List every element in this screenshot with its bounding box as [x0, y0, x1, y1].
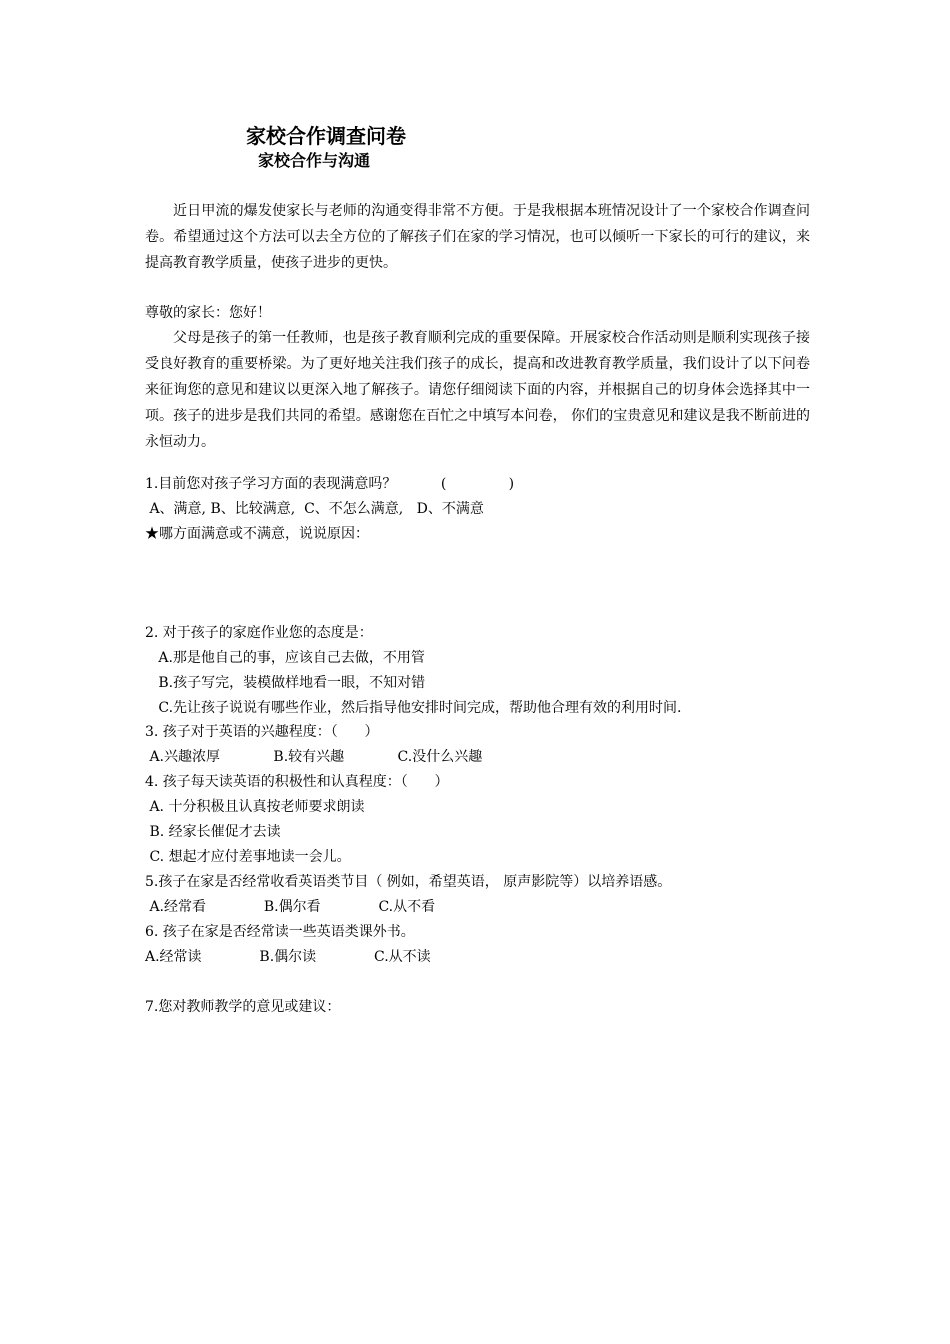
intro-paragraph: 近日甲流的爆发使家长与老师的沟通变得非常不方便。于是我根据本班情况设计了一个家校合作调查问卷。希望通过这个方法可以去全方位的了解孩子们在家的学习情况，也可以倾听一下家长的可行的建议，来提高教育教学质量，使孩子进步的更快。: [145, 203, 810, 271]
question-6: 6. 孩子在家是否经常读一些英语类课外书。: [145, 924, 415, 940]
document-subtitle: 家校合作与沟通: [258, 151, 371, 170]
question-2: 2. 对于孩子的家庭作业您的态度是：: [145, 625, 373, 641]
question-3: 3. 孩子对于英语的兴趣程度：（ ）: [145, 724, 379, 740]
question-2-option-a: A.那是他自己的事，应该自己去做，不用管: [145, 650, 425, 666]
question-5-options: A.经常看 B.偶尔看 C.从不看: [145, 899, 436, 915]
question-4-option-c: C. 想起才应付差事地读一会儿。: [145, 849, 351, 865]
letter-greeting: 尊敬的家长：您好！: [145, 305, 271, 321]
question-1: 1.目前您对孩子学习方面的表现满意吗？ ( ): [145, 476, 515, 492]
question-1-options: A、满意, B、比较满意, C、不怎么满意, D、不满意: [145, 501, 484, 517]
question-4-option-a: A. 十分积极且认真按老师要求朗读: [145, 799, 365, 815]
question-5: 5.孩子在家是否经常收看英语类节目（ 例如，希望英语， 原声影院等）以培养语感。: [145, 874, 672, 890]
question-2-option-c: C.先让孩子说说有哪些作业，然后指导他安排时间完成，帮助他合理有效的利用时间.: [145, 700, 682, 716]
question-1-followup: ★哪方面满意或不满意，说说原因：: [145, 526, 369, 542]
letter-body: 父母是孩子的第一任教师，也是孩子教育顺利完成的重要保障。开展家校合作活动则是顺利实现孩子接受良好教育的重要桥梁。为了更好地关注我们孩子的成长，提高和改进教育教学质量，我们设计了以下问卷来征询您的意见和建议以更深入地了解孩子。请您仔细阅读下面的内容，并根据自己的切身体会选择其中一项。孩子的进步是我们共同的希望。感谢您在百忙之中填写本问卷， 你们的宝贵意见和建议是我不断前进的永恒动力。: [145, 330, 810, 450]
question-4: 4. 孩子每天读英语的积极性和认真程度：（ ）: [145, 774, 449, 790]
question-7: 7.您对教师教学的意见或建议：: [145, 999, 341, 1015]
question-3-options: A.兴趣浓厚 B.较有兴趣 C.没什么兴趣: [145, 749, 483, 765]
question-4-option-b: B. 经家长催促才去读: [145, 824, 281, 840]
document-title: 家校合作调查问卷: [246, 124, 406, 148]
question-6-options: A.经常读 B.偶尔读 C.从不读: [145, 949, 431, 965]
question-2-option-b: B.孩子写完，装模做样地看一眼，不知对错: [145, 675, 426, 691]
